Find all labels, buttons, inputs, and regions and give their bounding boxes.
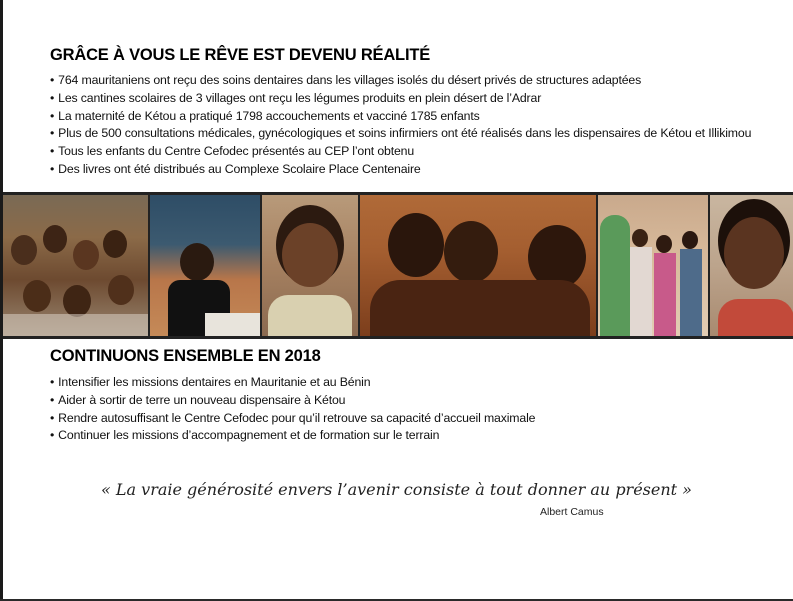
section-heading-goals: CONTINUONS ENSEMBLE EN 2018 — [50, 347, 321, 365]
photo-smiling-boys — [360, 195, 596, 336]
achievements-list — [50, 72, 751, 179]
photo-strip — [3, 192, 793, 339]
list-item: • Des livres ont été distribués au Complexe Scolaire Place Centenaire — [50, 161, 751, 179]
photo-girl-portrait — [710, 195, 793, 336]
list-item: • La maternité de Kétou a pratiqué 1798 accouchements et vacciné 1785 enfants — [50, 108, 751, 126]
photo-child-writing — [150, 195, 260, 336]
list-item: • Continuer les missions d’accompagnement et de formation sur le terrain — [50, 427, 535, 445]
list-item: • Plus de 500 consultations médicales, gynécologiques et soins infirmiers ont été réalisés dans les dispensaires de Kétou et Illikimou — [50, 125, 751, 143]
list-item: • Les cantines scolaires de 3 villages ont reçu les légumes produits en plein désert de l’Adrar — [50, 90, 751, 108]
list-item: • Intensifier les missions dentaires en Mauritanie et au Bénin — [50, 374, 535, 392]
list-item: • Tous les enfants du Centre Cefodec présentés au CEP l’ont obtenu — [50, 143, 751, 161]
list-item: • 764 mauritaniens ont reçu des soins dentaires dans les villages isolés du désert privés de structures adaptées — [50, 72, 751, 90]
goals-list — [50, 374, 535, 445]
list-item: • Aider à sortir de terre un nouveau dispensaire à Kétou — [50, 392, 535, 410]
photo-schoolchildren-group — [3, 195, 148, 336]
photo-desert-children — [598, 195, 708, 336]
photo-boy-portrait — [262, 195, 358, 336]
list-item: • Rendre autosuffisant le Centre Cefodec pour qu’il retrouve sa capacité d’accueil maximale — [50, 410, 535, 428]
quote-text: « La vraie générosité envers l’avenir consiste à tout donner au présent » — [101, 480, 692, 499]
section-heading-achievements: GRÂCE À VOUS LE RÊVE EST DEVENU RÉALITÉ — [50, 46, 431, 64]
quote-author: Albert Camus — [540, 506, 604, 518]
